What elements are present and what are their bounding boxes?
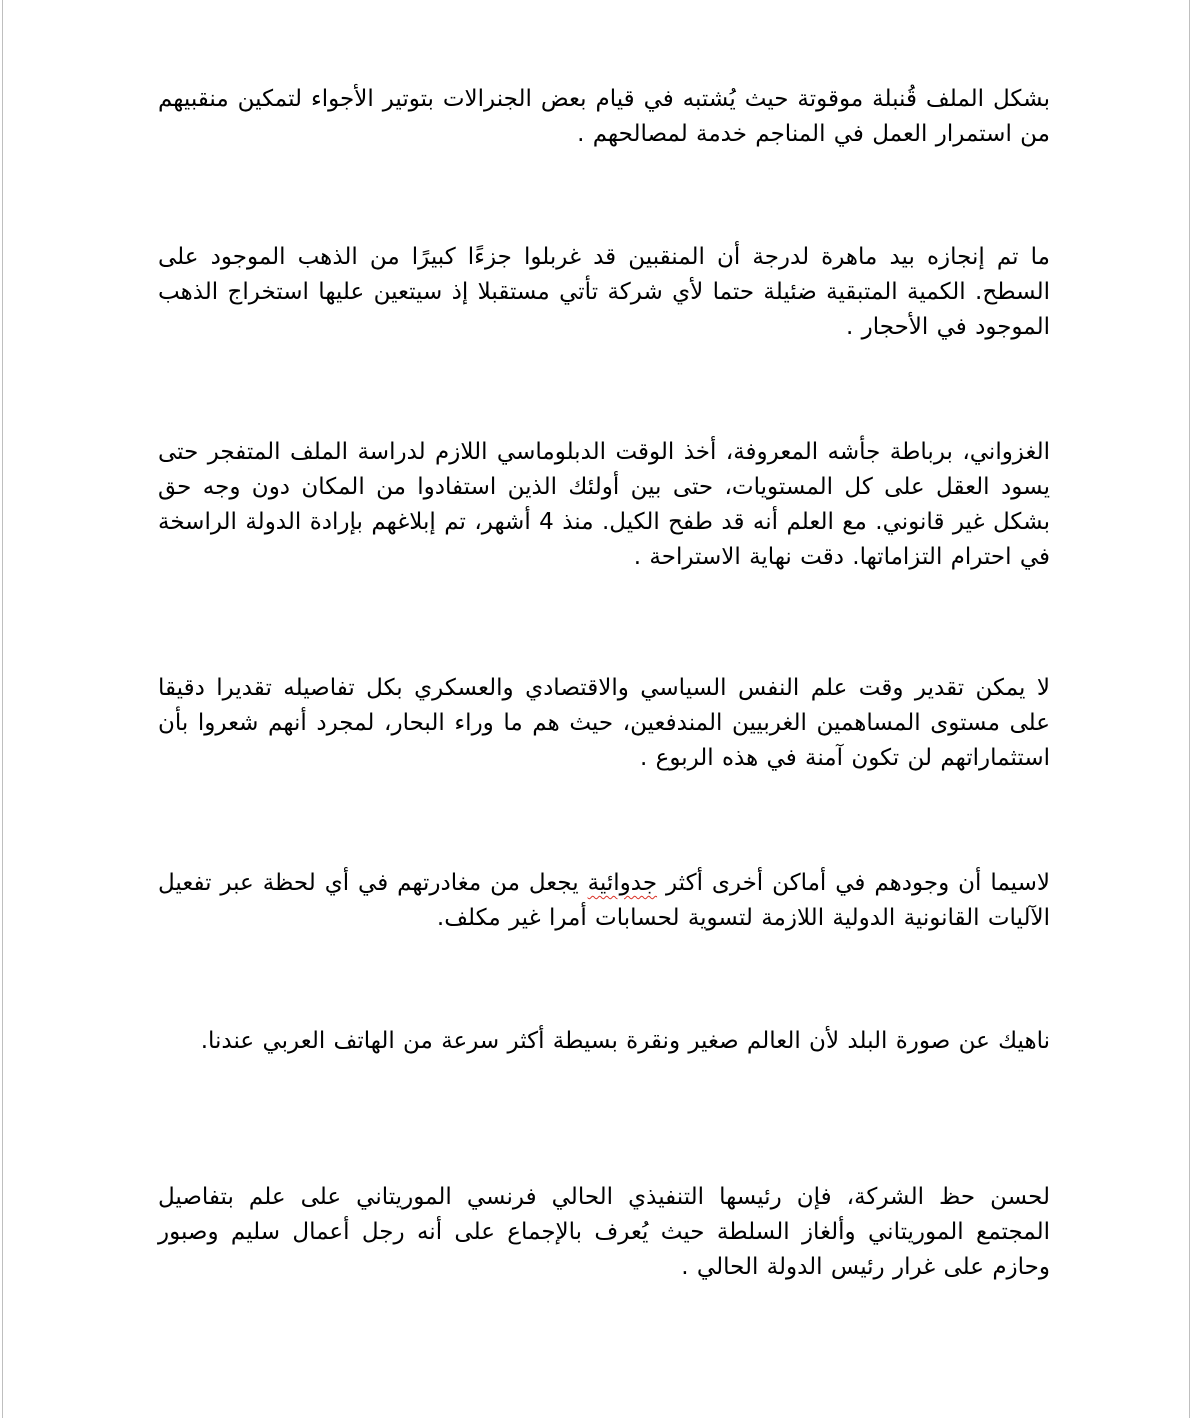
paragraph-3[interactable]: الغزواني، برباطة جأشه المعروفة، أخذ الوقت الدبلوماسي اللازم لدراسة الملف المتفجر حتى يسود العقل على كل المستويات، حتى بين أولئك الذين استفادوا من المكان دون وجه حق بشكل غير قانوني. مع العلم أنه قد طفح الكيل. منذ 4 أشهر، تم إبلاغهم بإرادة الدولة الراسخة في احترام التزاماتها. دقت نهاية الاستراحة .	[158, 439, 1050, 570]
spelling-error-word[interactable]: جدوائية	[587, 870, 658, 896]
paragraph-1[interactable]: بشكل الملف قُنبلة موقوتة حيث يُشتبه في قيام بعض الجنرالات بتوتير الأجواء لتمكين منقبيهم من استمرار العمل في المناجم خدمة لمصالحهم .	[158, 86, 1050, 147]
page-border-left	[2, 0, 3, 1418]
paragraph-2[interactable]: ما تم إنجازه بيد ماهرة لدرجة أن المنقبين قد غربلوا جزءًا كبيرًا من الذهب الموجود على السطح. الكمية المتبقية ضئيلة حتما لأي شركة تأتي مستقبلا إذ سيتعين عليها استخراج الذهب الموجود في الأحجار .	[158, 244, 1050, 340]
paragraph-5-start: لاسيما أن وجودهم في أماكن أخرى أكثر	[657, 870, 1050, 896]
paragraph-5[interactable]	[158, 866, 1050, 936]
paragraph-4[interactable]: لا يمكن تقدير وقت علم النفس السياسي والاقتصادي والعسكري بكل تفاصيله تقديرا دقيقا على مستوى المساهمين الغربيين المندفعين، حيث هم ما وراء البحار، لمجرد أنهم شعروا بأن استثماراتهم لن تكون آمنة في هذه الربوع .	[158, 675, 1050, 771]
paragraph-5-end: يجعل من مغادرتهم في أي لحظة عبر تفعيل الآليات القانونية الدولية اللازمة لتسوية لحسابات أمرا غير مكلف.	[158, 870, 1050, 931]
page-border-right	[1189, 0, 1190, 1418]
paragraph-7[interactable]: لحسن حظ الشركة، فإن رئيسها التنفيذي الحالي فرنسي الموريتاني على علم بتفاصيل المجتمع الموريتاني وألغاز السلطة حيث يُعرف بالإجماع على أنه رجل أعمال سليم وصبور وحازم على غرار رئيس الدولة الحالي .	[158, 1184, 1050, 1280]
paragraph-6[interactable]: ناهيك عن صورة البلد لأن العالم صغير ونقرة بسيطة أكثر سرعة من الهاتف العربي عندنا.	[200, 1028, 1050, 1054]
